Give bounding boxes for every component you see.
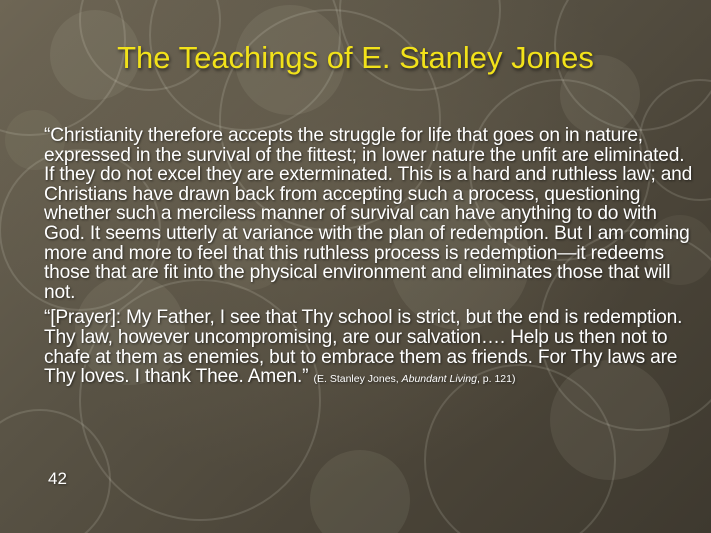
citation-prefix: (E. Stanley Jones, (313, 373, 402, 386)
prayer-paragraph (44, 308, 694, 389)
citation (313, 373, 515, 385)
citation-suffix: , p. 121) (476, 373, 516, 386)
slide-title: The Teachings of E. Stanley Jones (117, 40, 594, 75)
page-number: 42 (48, 469, 67, 488)
quote-paragraph: “Christianity therefore accepts the struggle for life that goes on in nature, expressed in the survival of the fittest; in lower nature the unfit are eliminated. If they do not excel they are exterminated. This is a hard and ruthless law; and Christians have drawn back from accepting such a process, questioning whether such a merciless manner of survival can have anything to do with God. It seems utterly at variance with the plan of redemption. But I am coming more and more to feel that this ruthless process is redemption—it redeems those that are fit into the physical environment and eliminates those that will not. (44, 125, 693, 303)
citation-book: Abundant Living (401, 373, 477, 386)
prayer-text: “[Prayer]: My Father, I see that Thy school is strict, but the end is redemption. Thy law, however uncompromising, are our salvation…. Help us then not to chafe at them as enemies, but to embrace them as friends. For Thy laws are Thy loves. I thank Thee. Amen.” (44, 307, 683, 388)
quote-body (44, 126, 694, 396)
